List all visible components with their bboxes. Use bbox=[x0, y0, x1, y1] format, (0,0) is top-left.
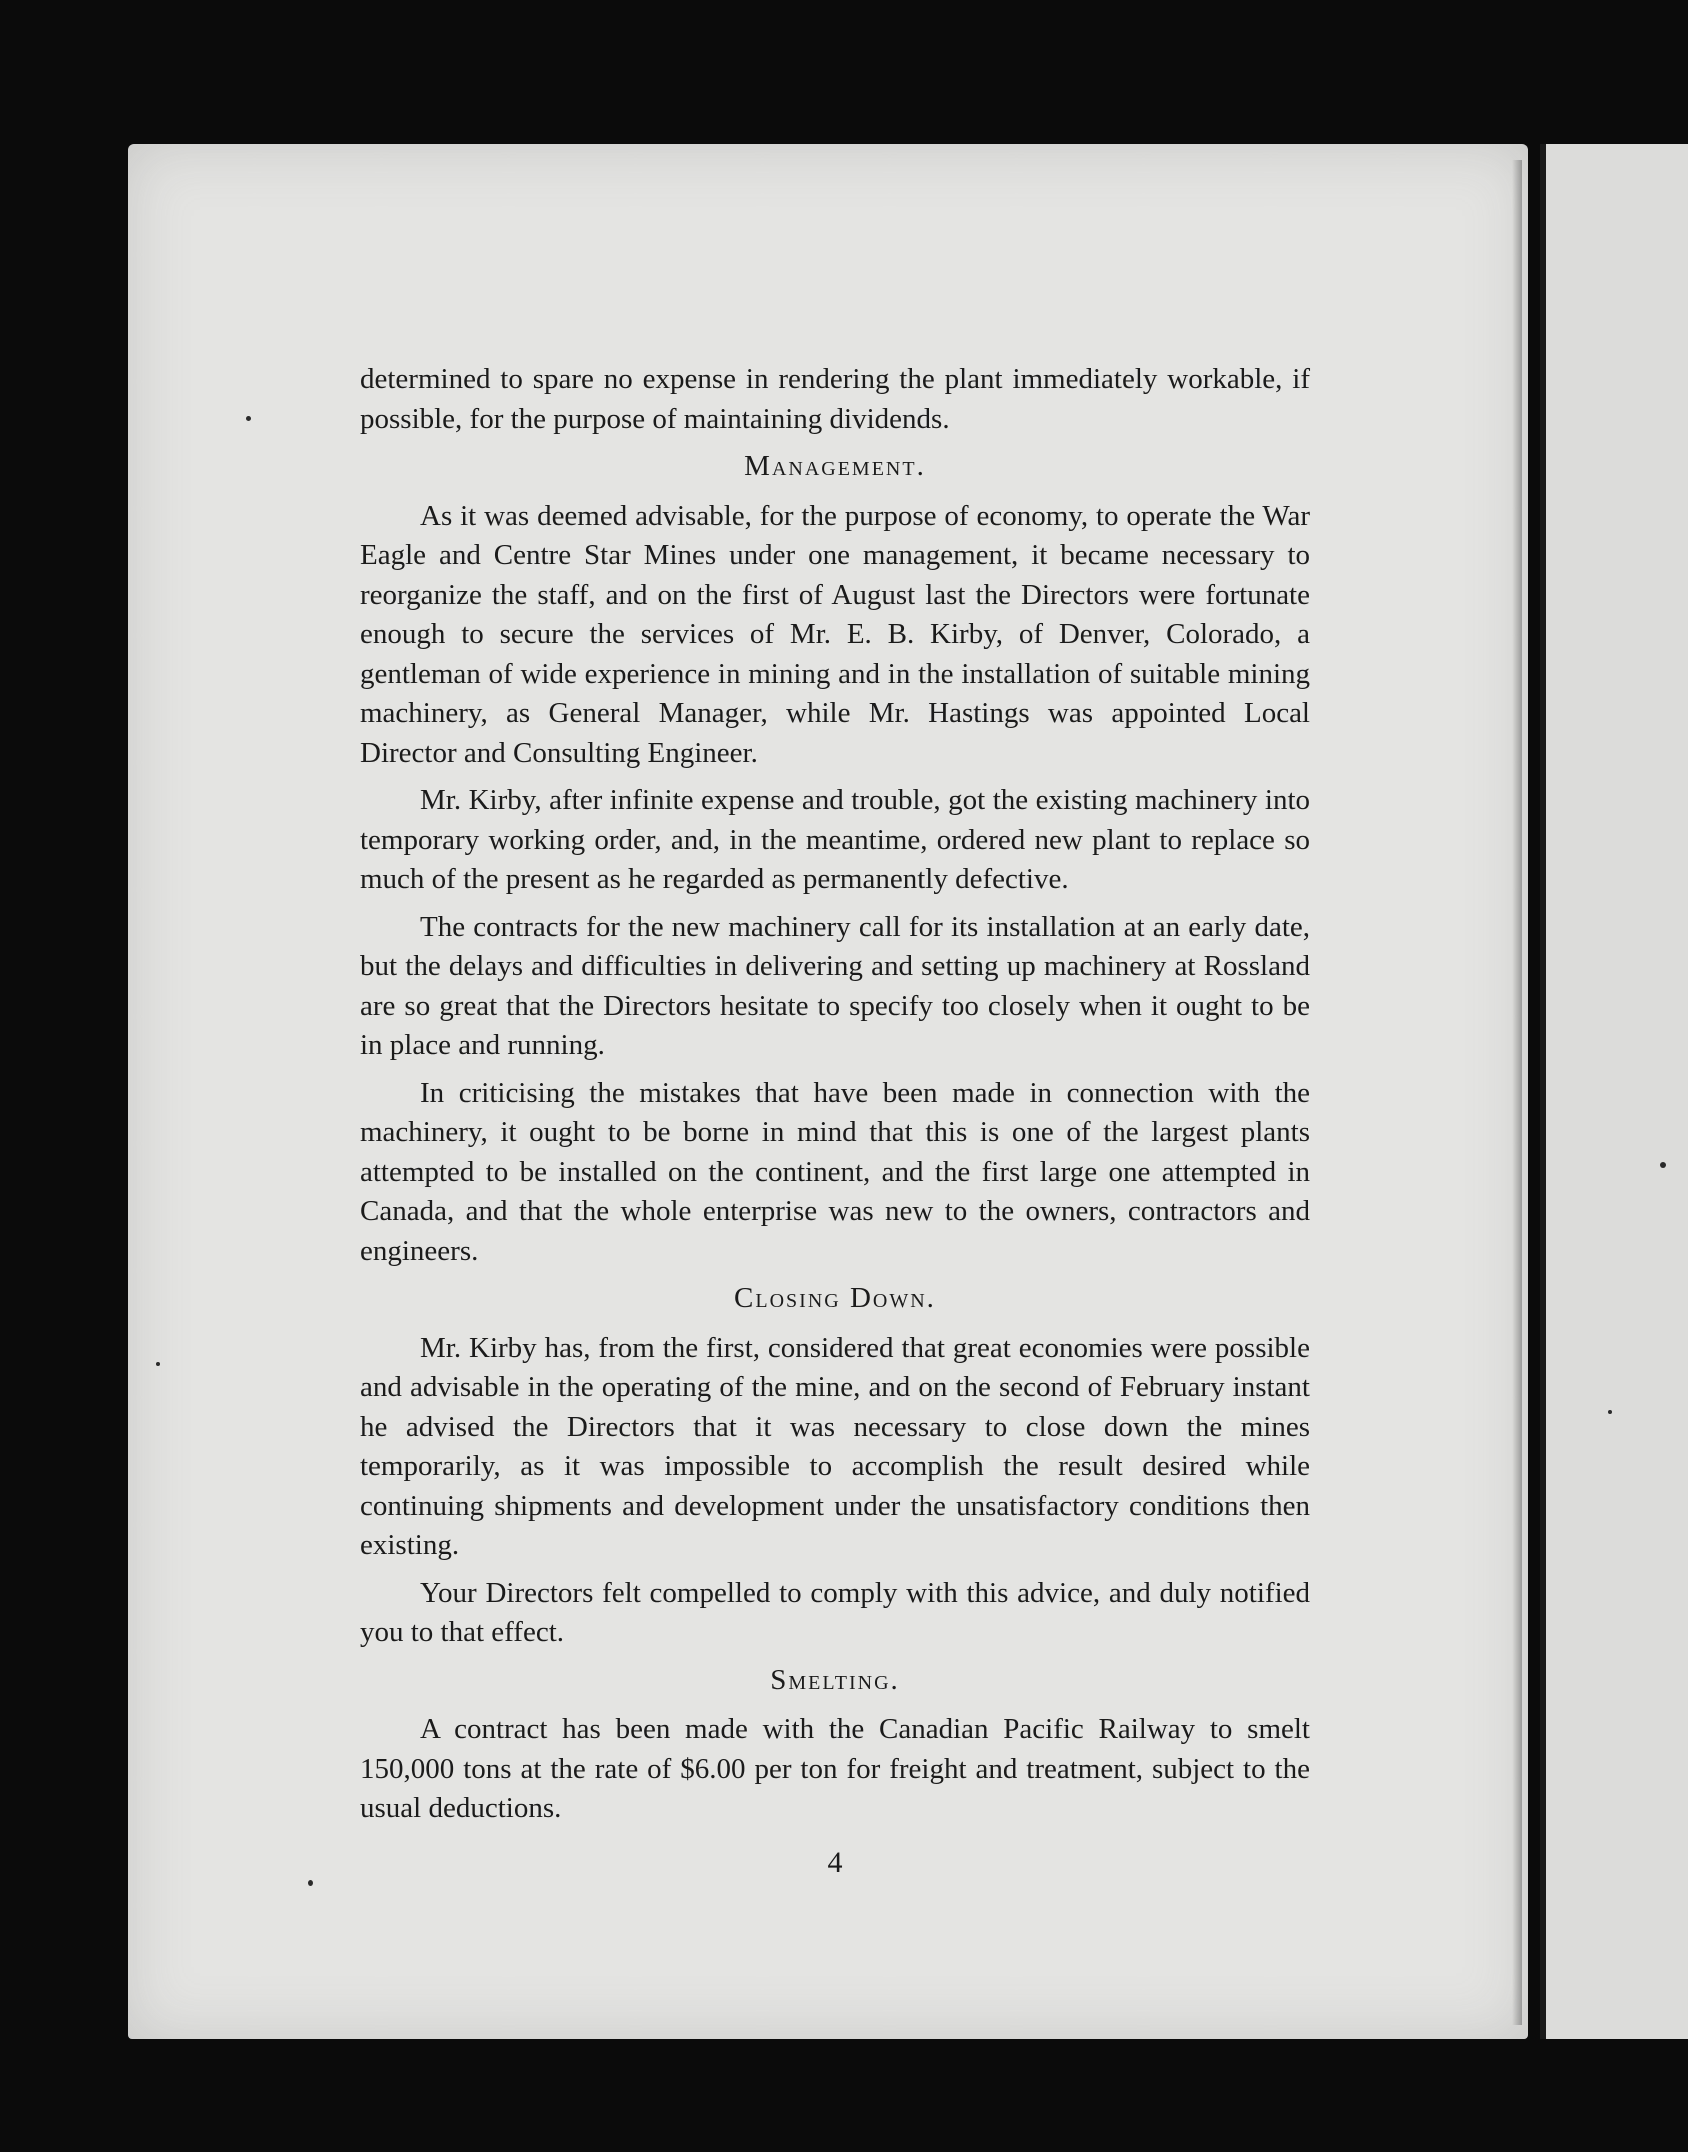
closing-down-paragraph-2: Your Directors felt compelled to comply with this advice, and duly notified you to that effect. bbox=[360, 1576, 1310, 1648]
smelting-paragraph-1: A contract has been made with the Canadian Pacific Railway to smelt 150,000 tons at the rate of $6.00 per ton for freight and treatment, subject to the usual deductions. bbox=[360, 1713, 1310, 1824]
print-speck bbox=[246, 416, 251, 421]
print-speck bbox=[156, 1362, 160, 1366]
management-paragraph-3: The contracts for the new machinery call for its installation at an early date, but the delays and difficulties in delivering and setting up machinery at Rossland are so great that the Directors hesitate to specify too closely when it ought to be in place and running. bbox=[360, 910, 1310, 1061]
section-heading-smelting: Smelting. bbox=[770, 1663, 900, 1696]
section-heading-management: Management. bbox=[744, 450, 926, 482]
management-paragraph-1: As it was deemed advisable, for the purpose of economy, to operate the War Eagle and Centre Star Mines under one management, it became necessary to reorganize the staff, and on the first of August last the Directors were fortunate enough to secure the services of Mr. E. B. Kirby, of Denver, Colorado, a gentleman of wide experience in mining and in the installation of suitable mining machinery, as General Manager, while Mr. Hastings was appointed Local Director and Consulting Engineer. bbox=[360, 499, 1310, 769]
document-body bbox=[360, 360, 1310, 1882]
page-number: 4 bbox=[827, 1845, 843, 1879]
management-paragraph-2: Mr. Kirby, after infinite expense and trouble, got the existing machinery into temporary working order, and, in the meantime, ordered new plant to replace so much of the present as he regarded as permanently defective. bbox=[360, 784, 1310, 895]
page-gutter-shadow bbox=[1512, 160, 1522, 2025]
print-speck bbox=[308, 1880, 313, 1886]
facing-page-edge bbox=[1540, 144, 1688, 2039]
print-speck bbox=[1660, 1162, 1666, 1168]
closing-down-paragraph-1: Mr. Kirby has, from the first, considered that great economies were possible and advisable in the operating of the mine, and on the second of February instant he advised the Directors that it was necessary to close down the mines temporarily, as it was impossible to accomplish the result desired while continuing shipments and development under the unsatisfactory conditions then existing. bbox=[360, 1331, 1310, 1561]
section-heading-closing-down: Closing Down. bbox=[734, 1282, 936, 1314]
management-paragraph-4: In criticising the mistakes that have been made in connection with the machinery, it ought to be borne in mind that this is one of the largest plants attempted to be installed on the continent, and the first large one attempted in Canada, and that the whole enterprise was new to the owners, contractors and engineers. bbox=[360, 1076, 1310, 1267]
opening-paragraph: determined to spare no expense in rendering the plant immediately workable, if possible, for the purpose of maintaining dividends. bbox=[360, 363, 1310, 435]
print-speck bbox=[1608, 1410, 1612, 1414]
